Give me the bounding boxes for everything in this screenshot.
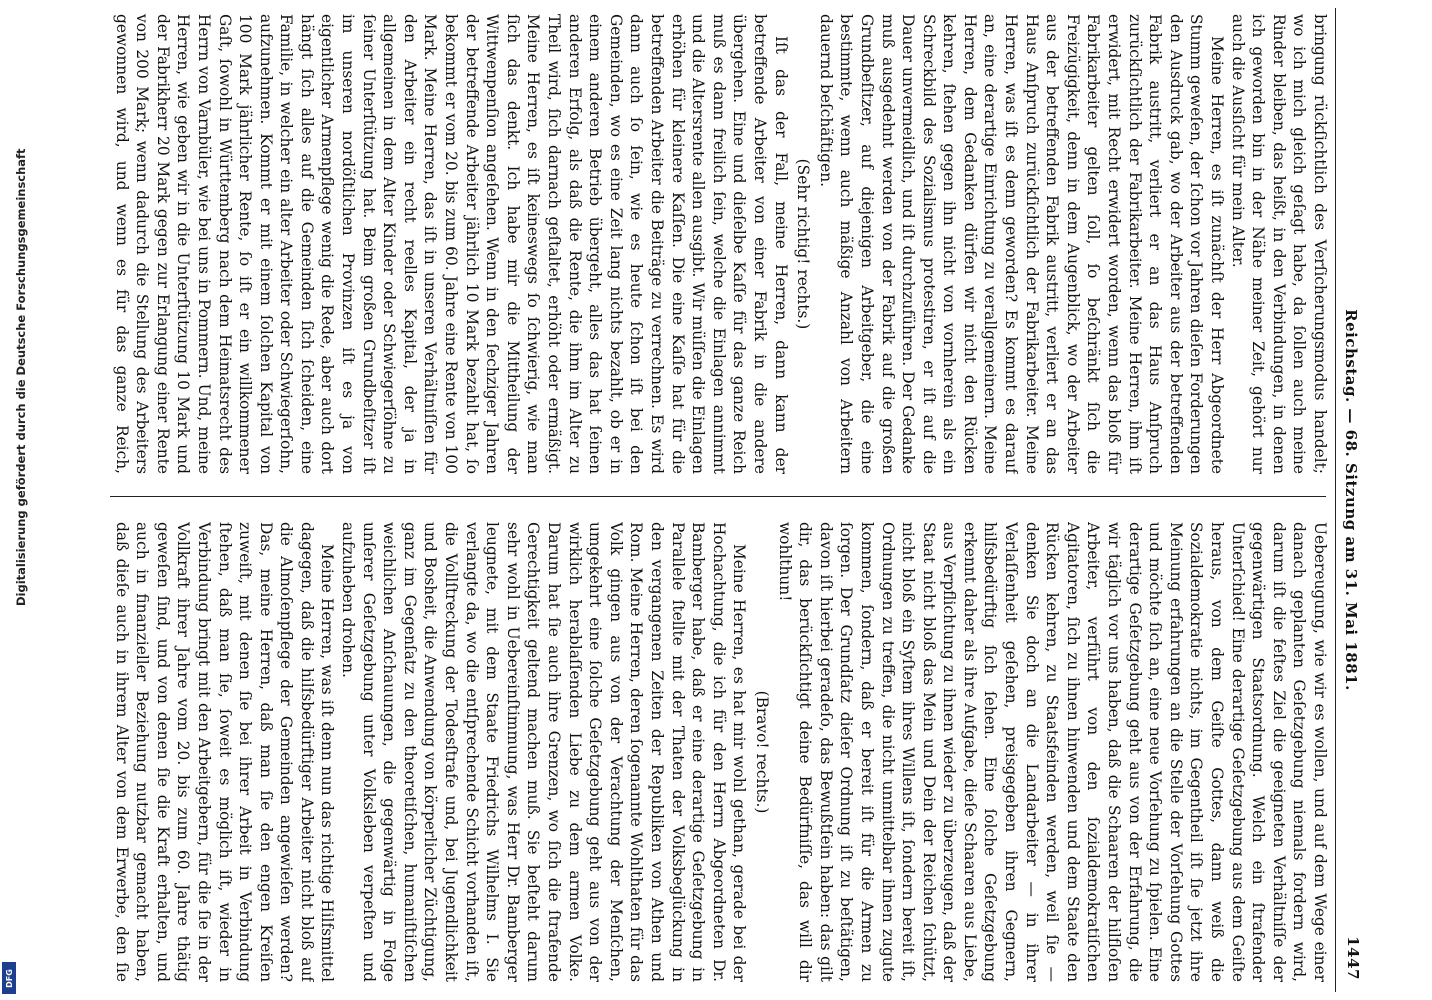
paragraph: bringung rückſichtlich des Verſicherungsmodus handelt; wo ich mich gleich geſagt habe, da ſollen auch meine Rinder bleiben, das heißt, in den Verbindungen, in denen ich geworden bin in der Nähe meiner Zeit, gehört nur auch die Ausſicht für mein Alter. — [1228, 14, 1329, 474]
dfg-credit-text: Digitalisierung gefördert durch die Deutsche Forschungsgemeinschaft — [14, 148, 28, 606]
dfg-logo — [2, 962, 16, 994]
paragraph: Iſt das der Fall, meine Herren, dann kann der betreffende Arbeiter von einer Fabrik in die andere übergehen. Eine und dieſelbe Kaſſe für das ganze Reich muß es dann freilich ſein, welche die Einlagen annimmt und die Altersrente allen ausgibt. Wir müſſen die Einlagen erhöhen für kleinere Kaſſen. Die eine Kaſſe hat für die betreffenden Arbeiter die Beiträge zu verrechnen. Es wird dann auch ſo ſein, wie es heute ſchon iſt bei den Gemeinden, wo es eine Zeit lang nichts bezahlt, ob er in einem anderen Betrieb übergeht, alles das hat ſeinen anderen Erfolg, als daß die Rente, die ihm im Alter zu Theil wird, ſich darnach geſtaltet, erhöht oder ermäßigt. Meine Herren, es iſt keineswegs ſo ſchwierig, wie man ſich das denkt. Ich habe mir die Mittheilung der Wittwenpenſion angeſehen. Wenn in den ſechziger Jahren der betreffende Arbeiter jährlich 10 Mark bezahlt hat, ſo bekommt er vom 20. bis zum 60. Jahre eine Rente von 100 Mark. Meine Herren, das iſt in unseren Verhältniſſen für den Arbeiter ein recht reelles Kapital, der ja in allgemeinen in dem Alter Kinder oder Schwiegerſöhne zu ſeiner Unterſtützung hat. Beim großen Grundbeſitzer iſt im unseren nordöſtlichen Provinzen iſt es ja von eigentlicher Armenpflege wenig die Rede, aber auch dort hängt ſich alles auf die Gemeinden ſich ſcheiden, eine Familie, in welcher ein alter Arbeiter oder Schwiegerſohn, aufzunehmen. Kommt er mit einem ſolchen Kapital von 100 Mark jährlicher Rente, ſo iſt er ein willkommener Gaſt, ſowohl in Württemberg nach dem Heimatsrecht des Herrn von Varnbüler, wie bei uns in Pommern. Und, meine Herren, wie geben wir in die Unterſtützung 10 Mark und der Fabrikherr 20 Mark gegen zur Erlangung einer Rente von 200 Mark; wenn dadurch die Stellung des Arbeiters gewonnen wird, und wenn es für das ganze Reich, — [112, 14, 790, 474]
paragraph: Meine Herren, es hat mir wohl gethan, gerade bei der Hochachtung, die ich für den Herrn Abgeordneten Dr. Bamberger habe, daß er eine derartige Geſetzgebung in Parallele ſtellte mit der Thaten der Volksbeglückung in den vergangenen Zeiten der Republiken von Athen und Rom. Meine Herren, deren ſogenannte Wohlthaten für das Volk gingen aus von der Verachtung der Menſchen, umgekehrt eine ſolche Geſetzgebung geht aus von der wirklich herablaſſenden Liebe zu dem armen Volke. Darum hat ſie auch ihre Grenzen, wo ſich die ſtrafende Gerechtigkeit geltend machen muß. Sie beſteht darum sehr wohl in Uebereinſtimmung, was Herr Dr. Bamberger leugnete, mit dem Staate Friedrichs Wilhelms I. Sie verlangte da, wo die entſprechende Schicht vorhanden iſt, die Vollſtreckung der Todesſtrafe und, bei Jugendlichkeit und Bosheit, die Anwendung von körperlicher Züchtigung, ganz im Gegenſatz zu den theoretiſchen, humaniſtiſchen weichlichen Anſchauungen, die gegenwärtig in Folge unſerer Geſetzgebung unter Volksleben verpeſten und aufzuheben drohen. — [339, 522, 749, 982]
header-rule — [1335, 8, 1336, 992]
right-column — [110, 522, 1330, 982]
page-number: 1447 — [1344, 936, 1362, 980]
credit-strip — [0, 0, 28, 1000]
left-column — [110, 14, 1330, 474]
interjection: (Bravo! rechts.) — [752, 690, 771, 814]
dfg-logo-text: DFG — [4, 968, 14, 988]
paragraph: Uebereugung, wie wir es wollen, und auf dem Wege einer danach geplanten Geſetzgebung niemals fordern wird, darum iſt die feſtes Ziel die geeigneten Verhältniſſe der gegenwärtigen Staatsordnung. Welch ein ſtrafender Unterſchied! Eine derartige Geſetzgebung aus dem Geiſte heraus, von dem Geiſte Gottes, dann weiß die Sozialdemokratie nichts, im Gegentheil iſt ſie jetzt ihre Meinung erfahrungen an die Stelle der Vorſehung Gottes und möchte ſich an, eine neue Vorſehung zu ſpielen. Eine derartige Geſetzgebung geht aus von der Erfahrung, die wir täglich vor uns haben, daß die Schaaren der hilfloſen Arbeiter, verführt von den ſozialdemokratiſchen Agitatoren, ſich zu ihnen hinwenden und dem Staate den Rücken kehren, zu Staatsfeinden werden, weil ſie — denken Sie doch an die Landarbeiter — in ihrer Verlaſſenheit geſehen, preisgegeben ihren Gegnern, hilfsbedürftig ſich ſehen. Eine ſolche Geſetzgebung erkennt daher als ihre Aufgabe, dieſe Schaaren aus Liebe, aus Verpflichtung zu ihnen wieder zu überzeugen, daß der Staat nicht bloß das Mein und Dein der Reichen ſchützt, nicht bloß ein Syſtem ihres Willens iſt, ſondern bereit iſt, Ordnungen zu treffen, die nicht unmittelbar ihnen zugute kommen, ſondern, daß er bereit iſt für die Armen zu ſorgen. Der Grundſatz dieſer Ordnung iſt zu beſtätigen, davon iſt hierbei geradeſo, das Bewußtſein haben: das gilt dir, das berückſichtigt deine Bedürfniſſe, das will dir wohlthun! — [775, 522, 1329, 982]
paragraph: Meine Herren, was iſt denn nun das richtige Hilfsmittel dagegen, daß die hilfsbedürftiger Arbeiter nicht bloß auf die Almoſenpflege der Gemeinden angewieſen werden? Das, meine Herren, daß man ſie den engen Kreiſen zuweiſt, mit denen ſie bei ihrer Arbeit in Verbindung ſtehen, daß man ſie, ſoweit es möglich iſt, wieder in Verbindung bringt mit den Arbeitgebern, für die ſie in der Vollkraft ihrer Jahre vom 20. bis zum 60. Jahre thätig geweſen ſind, und von denen ſie die Kraft erhalten, und auch in finanzieller Beziehung nutzbar gemacht haben, daß dieſe auch in ihrem Alter von dem Erwerbe, den ſie — [112, 522, 337, 982]
column-divider — [110, 496, 1326, 497]
interjection: (Sehr richtig! rechts.) — [794, 158, 813, 330]
document-page — [80, 0, 1370, 1000]
page-header-title: Reichstag. — 68. Sitzung am 31. Mai 1881. — [1342, 309, 1360, 691]
page-header — [1338, 20, 1364, 980]
paragraph: Meine Herren, es iſt zunächſt der Herr Abgeordnete Stumm geweſen, der ſchon vor Jahren dieſen Forderungen den Ausdruck gab, wo der Arbeiter aus der betreffenden Fabrik austritt, verliert er an das Haus Anſpruch zurückſichtlich der Fabrikarbeiter. Meine Herren, ihm iſt erwidert, mit Recht erwidert worden, wenn das bloß für Fabrikarbeiter gelten ſoll, ſo beſchränkt ſich die Freizügigkeit, denn in dem Augenblick, wo der Arbeiter aus der betreffenden Fabrik austritt, verliert er an das Haus Anſpruch zurückſichtlich der Fabrikarbeiter. Meine Herren, was iſt es denn geworden? Es kommt es darauf an, eine derartige Einrichtung zu verallgemeinern. Meine Herren, dem Gedanken dürfen wir nicht den Rücken kehren, ſtehen gegen ihn nicht von vornherein als ein Schreckbild des Sozialismus protestiren, er iſt auf die Dauer unvermeidlich, und iſt durchzuführen. Der Gedanke muß ausgedehnt werden von der Fabrik auf die großen Grundbeſitzer, auf diejenigen Arbeitgeber, die eine bestimmte, wenn auch mäßige Anzahl von Arbeitern dauernd beſchäftigen. — [816, 14, 1227, 474]
